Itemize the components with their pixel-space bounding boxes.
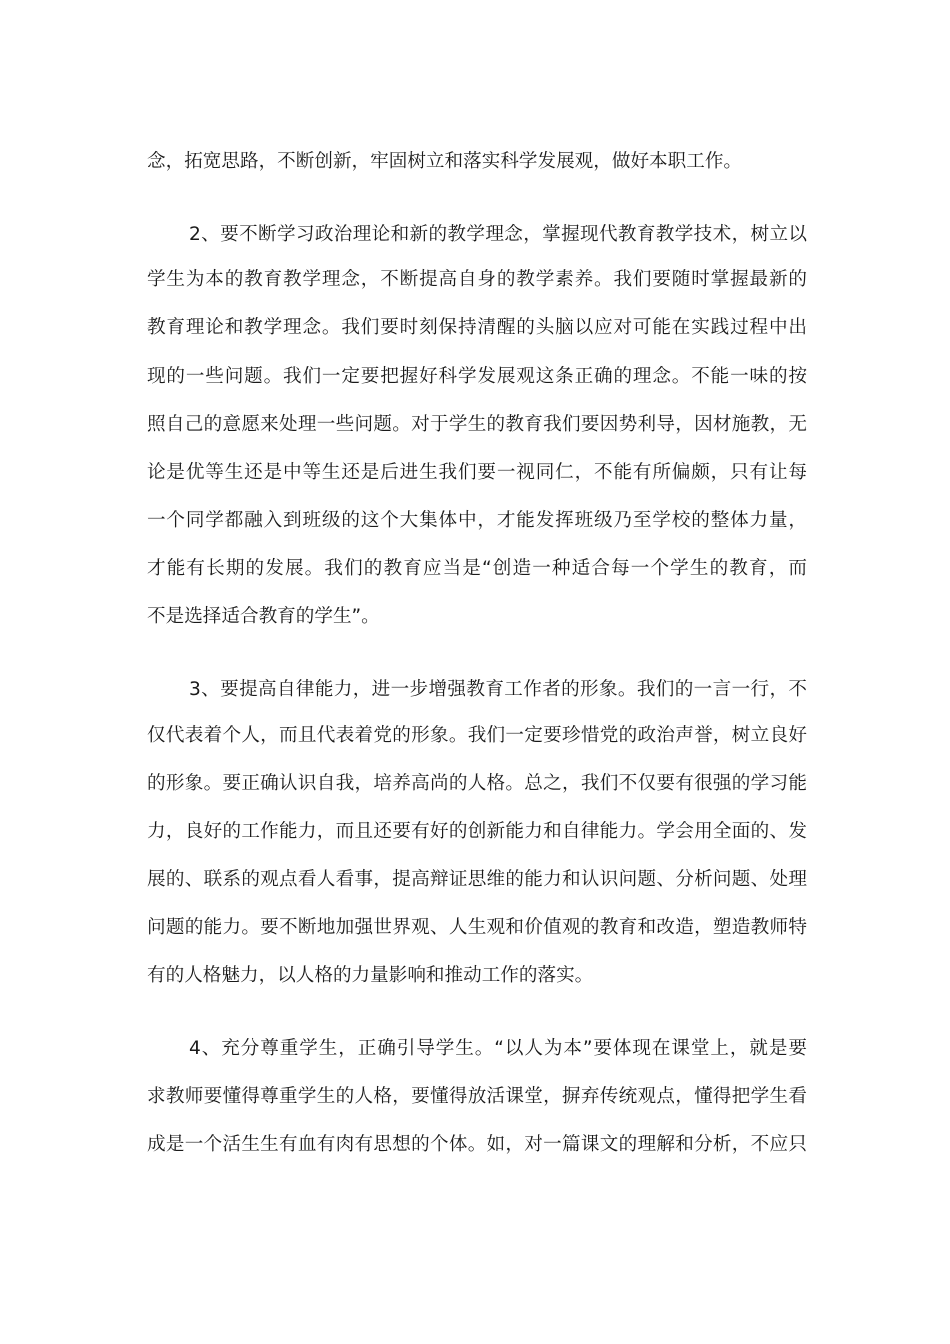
text-line: 学生为本的教育教学理念，不断提高自身的教学素养。我们要随时掌握最新的 [147,269,807,290]
text-line: 照自己的意愿来处理一些问题。对于学生的教育我们要因势利导，因材施教，无 [147,414,807,435]
text-line: 力，良好的工作能力，而且还要有好的创新能力和自律能力。学会用全面的、发 [147,821,807,842]
text-line: 念，拓宽思路，不断创新，牢固树立和落实科学发展观，做好本职工作。 [147,151,743,172]
text-line: 一个同学都融入到班级的这个大集体中，才能发挥班级乃至学校的整体力量， [147,510,807,531]
text-line: 3、要提高自律能力，进一步增强教育工作者的形象。我们的一言一行，不 [189,679,807,700]
text-line: 2、要不断学习政治理论和新的教学理念，掌握现代教育教学技术，树立以 [189,224,807,245]
text-line: 求教师要懂得尊重学生的人格，要懂得放活课堂，摒弃传统观点，懂得把学生看 [147,1086,807,1107]
text-line: 展的、联系的观点看人看事，提高辩证思维的能力和认识问题、分析问题、处理 [147,869,807,890]
text-line: 论是优等生还是中等生还是后进生我们要一视同仁，不能有所偏颇，只有让每 [147,462,807,483]
text-line: 不是选择适合教育的学生”。 [147,606,380,627]
text-line: 成是一个活生生有血有肉有思想的个体。如，对一篇课文的理解和分析，不应只 [147,1134,807,1155]
text-line: 才能有长期的发展。我们的教育应当是“创造一种适合每一个学生的教育，而 [147,558,807,579]
text-line: 现的一些问题。我们一定要把握好科学发展观这条正确的理念。不能一味的按 [147,366,807,387]
text-line: 问题的能力。要不断地加强世界观、人生观和价值观的教育和改造，塑造教师特 [147,917,807,938]
text-line: 的形象。要正确认识自我，培养高尚的人格。总之，我们不仅要有很强的学习能 [147,773,807,794]
text-line: 仅代表着个人，而且代表着党的形象。我们一定要珍惜党的政治声誉，树立良好 [147,725,807,746]
text-line: 有的人格魅力，以人格的力量影响和推动工作的落实。 [147,965,594,986]
text-line: 4、充分尊重学生，正确引导学生。“以人为本”要体现在课堂上，就是要 [189,1038,807,1059]
text-line: 教育理论和教学理念。我们要时刻保持清醒的头脑以应对可能在实践过程中出 [147,317,807,338]
